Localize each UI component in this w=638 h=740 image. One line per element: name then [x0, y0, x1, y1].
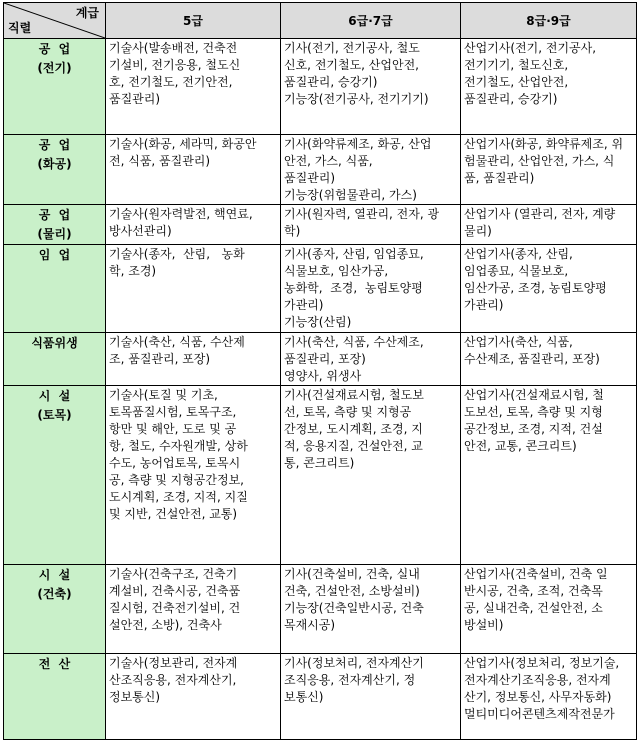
cell-text-line: 기능장(위험물관리, 가스) — [284, 188, 417, 202]
grade-5-cell — [106, 135, 281, 205]
cell-text-line: 기능장(산림) — [284, 315, 352, 329]
cell-text-line: 공간정보, 조경, 지적, 건설 — [464, 422, 603, 436]
category-cell — [4, 39, 106, 135]
cell-text-line: 신호, 전기철도, 산업안전, — [284, 58, 419, 72]
cell-text-line: 적, 응용지질, 건설안전, 교 — [284, 439, 423, 453]
qualification-table — [3, 2, 637, 740]
category-name: 공 업 — [38, 138, 71, 152]
category-cell — [4, 386, 106, 565]
cell-text-line: 조직응용, 전자계산기, 정 — [284, 673, 416, 687]
grade-8-9-cell — [461, 654, 637, 740]
category-subname: (토목) — [37, 408, 72, 422]
cell-text-line: 산업기사(건축설비, 건축 일 — [464, 567, 608, 581]
cell-text-line: 품질관리, 승강기) — [284, 75, 378, 89]
cell-text-line: 항만 및 해안, 도로 및 공 — [109, 422, 237, 436]
cell-text-line: 토목품질시험, 토목구조, — [109, 405, 237, 419]
grade-8-9-cell — [461, 39, 637, 135]
cell-text-line: 기술사(건축구조, 건축기 — [109, 567, 238, 581]
category-name: 식품위생 — [31, 336, 78, 350]
cell-text-line: 기능장(전기공사, 전기기기) — [284, 92, 429, 106]
table-row — [4, 654, 637, 740]
grade-6-7-cell — [281, 654, 461, 740]
cell-text-line: 기술사(토질 및 기초, — [109, 388, 218, 402]
corner-grade-label: 계급 — [75, 6, 99, 20]
grade-6-7-cell — [281, 386, 461, 565]
cell-text-line: 농화학, 조경, 농림토양평 — [284, 281, 423, 295]
cell-text-line: 품질관리, 승강기) — [464, 92, 558, 106]
cell-text-line: 호, 전기철도, 전기안전, — [109, 75, 233, 89]
cell-text-line: 건축, 건설안전, 소방설비) — [284, 584, 420, 598]
cell-text-line: 기사(건축설비, 건축, 실내 — [284, 567, 420, 581]
cell-text-line: 공, 측량 및 지형공간정보, — [109, 473, 244, 487]
table-row — [4, 386, 637, 565]
cell-text-line: 기설비, 전기응용, 철도신 — [109, 58, 241, 72]
grade-5-cell — [106, 205, 281, 245]
category-cell — [4, 333, 106, 386]
category-name: 시 설 — [38, 389, 71, 403]
category-name: 공 업 — [38, 208, 71, 222]
cell-text-line: 산업기사(정보처리, 정보기술, — [464, 656, 620, 670]
category-subname: (물리) — [37, 227, 72, 241]
cell-text-line: 방설비) — [464, 618, 504, 632]
cell-text-line: 산조직응용, 전자계산기, — [109, 673, 237, 687]
category-subname: (전기) — [37, 61, 72, 75]
category-cell — [4, 135, 106, 205]
cell-text-line: 기사(화약류제조, 화공, 산업 — [284, 137, 432, 151]
cell-text-line: 산기, 정보통신, 사무자동화) — [464, 690, 612, 704]
cell-text-line: 기사(축산, 식품, 수산제조, — [284, 335, 424, 349]
category-cell — [4, 654, 106, 740]
cell-text-line: 산업기사(화공, 화약류제조, 위 — [464, 137, 624, 151]
cell-text-line: 설안전, 소방), 건축사 — [109, 618, 222, 632]
cell-text-line: 산업기사(종자, 산림, — [464, 247, 573, 261]
cell-text-line: 및 지반, 건설안전, 교통) — [109, 507, 238, 521]
cell-text-line: 임산가공, 조경, 농림토양평 — [464, 281, 607, 295]
grade-5-cell — [106, 565, 281, 654]
corner-series-label: 직렬 — [8, 21, 32, 35]
cell-text-line: 도시계획, 조경, 지적, 지질 — [109, 490, 248, 504]
cell-text-line: 산업기사(축산, 식품, — [464, 335, 573, 349]
cell-text-line: 품질관리) — [109, 92, 161, 106]
cell-text-line: 기능장(건축일반시공, 건축 — [284, 601, 424, 615]
grade-8-9-cell — [461, 135, 637, 205]
grade-6-7-cell — [281, 205, 461, 245]
grade-6-7-cell — [281, 245, 461, 333]
table-row — [4, 565, 637, 654]
header-row — [4, 3, 637, 39]
grade-5-cell — [106, 654, 281, 740]
cell-text-line: 산업기사(건설재료시험, 철 — [464, 388, 604, 402]
cell-text-line: 기술사(종자, 산림, 농화 — [109, 247, 245, 261]
cell-text-line: 식물보호, 임산가공, — [284, 264, 389, 278]
cell-text-line: 조, 품질관리, 포장) — [109, 352, 211, 366]
grade-8-9-cell — [461, 245, 637, 333]
cell-text-line: 계설비, 건축시공, 건축품 — [109, 584, 241, 598]
cell-text-line: 가관리) — [464, 298, 504, 312]
cell-text-line: 기사(건설재료시험, 철도보 — [284, 388, 424, 402]
cell-text-line: 품, 품질관리) — [464, 171, 535, 185]
header-grade-6-7: 6급·7급 — [281, 3, 461, 39]
cell-text-line: 기술사(원자력발전, 핵연료, — [109, 207, 253, 221]
cell-text-line: 전기기기, 철도신호, — [464, 58, 569, 72]
grade-6-7-cell — [281, 135, 461, 205]
cell-text-line: 기술사(축산, 식품, 수산제 — [109, 335, 245, 349]
cell-text-line: 기술사(정보관리, 전자계 — [109, 656, 238, 670]
cell-text-line: 기사(정보처리, 전자계산기 — [284, 656, 424, 670]
cell-text-line: 선, 토목, 측량 및 지형공 — [284, 405, 412, 419]
cell-text-line: 전, 식품, 품질관리) — [109, 154, 211, 168]
cell-text-line: 기사(원자력, 열관리, 전자, 광 — [284, 207, 440, 221]
grade-6-7-cell — [281, 333, 461, 386]
cell-text-line: 멀티미디어콘텐츠제작전문가 — [464, 707, 615, 721]
cell-text-line: 기술사(화공, 세라믹, 화공안 — [109, 137, 257, 151]
cell-text-line: 안전, 가스, 식품, — [284, 154, 373, 168]
cell-text-line: 수산제조, 품질관리, 포장) — [464, 352, 600, 366]
grade-6-7-cell — [281, 39, 461, 135]
cell-text-line: 전기철도, 산업안전, — [464, 75, 569, 89]
category-name: 시 설 — [38, 568, 71, 582]
category-cell — [4, 205, 106, 245]
header-grade-5: 5급 — [106, 3, 281, 39]
grade-5-cell — [106, 386, 281, 565]
cell-text-line: 가관리) — [284, 298, 324, 312]
cell-text-line: 품질관리, 포장) — [284, 352, 366, 366]
cell-text-line: 품질관리) — [284, 171, 336, 185]
grade-8-9-cell — [461, 565, 637, 654]
cell-text-line: 질시험, 건축전기설비, 건 — [109, 601, 241, 615]
header-grade-8-9: 8급·9급 — [461, 3, 637, 39]
cell-text-line: 통, 콘크리트) — [284, 456, 355, 470]
category-name: 임 업 — [38, 248, 71, 262]
cell-text-line: 반시공, 건축, 조적, 건축목 — [464, 584, 603, 598]
cell-text-line: 항, 철도, 수자원개발, 상하 — [109, 439, 248, 453]
cell-text-line: 수도, 농어업토목, 토목시 — [109, 456, 241, 470]
grade-8-9-cell — [461, 333, 637, 386]
cell-text-line: 목재시공) — [284, 618, 336, 632]
grade-5-cell — [106, 245, 281, 333]
cell-text-line: 기사(전기, 전기공사, 철도 — [284, 41, 420, 55]
grade-5-cell — [106, 333, 281, 386]
cell-text-line: 간정보, 도시계획, 조경, 지 — [284, 422, 423, 436]
cell-text-line: 험물관리, 산업안전, 가스, 식 — [464, 154, 615, 168]
category-cell — [4, 245, 106, 333]
cell-text-line: 영양사, 위생사 — [284, 369, 362, 383]
cell-text-line: 방사선관리) — [109, 224, 172, 238]
cell-text-line: 안전, 교통, 콘크리트) — [464, 439, 577, 453]
cell-text-line: 도보선, 토목, 측량 및 지형 — [464, 405, 603, 419]
grade-8-9-cell — [461, 205, 637, 245]
cell-text-line: 산업기사(전기, 전기공사, — [464, 41, 597, 55]
grade-6-7-cell — [281, 565, 461, 654]
cell-text-line: 기사(종자, 산림, 임업종묘, — [284, 247, 424, 261]
table-row — [4, 245, 637, 333]
cell-text-line: 학, 조경) — [109, 264, 157, 278]
cell-text-line: 공, 실내건축, 건설안전, 소 — [464, 601, 603, 615]
grade-5-cell — [106, 39, 281, 135]
cell-text-line: 정보통신) — [109, 690, 161, 704]
table-row — [4, 39, 637, 135]
category-subname: (화공) — [37, 157, 72, 171]
table-row — [4, 205, 637, 245]
corner-cell — [4, 3, 106, 39]
category-cell — [4, 565, 106, 654]
category-name: 공 업 — [38, 42, 71, 56]
table-row — [4, 333, 637, 386]
category-subname: (건축) — [37, 587, 72, 601]
cell-text-line: 물리) — [464, 224, 492, 238]
category-name: 전 산 — [38, 657, 71, 671]
cell-text-line: 임업종묘, 식물보호, — [464, 264, 569, 278]
cell-text-line: 보통신) — [284, 690, 324, 704]
cell-text-line: 산업기사 (열관리, 전자, 계량 — [464, 207, 616, 221]
table-row — [4, 135, 637, 205]
cell-text-line: 기술사(발송배전, 건축전 — [109, 41, 238, 55]
cell-text-line: 학) — [284, 224, 301, 238]
cell-text-line: 전자계산기조직응용, 전자계 — [464, 673, 611, 687]
grade-8-9-cell — [461, 386, 637, 565]
